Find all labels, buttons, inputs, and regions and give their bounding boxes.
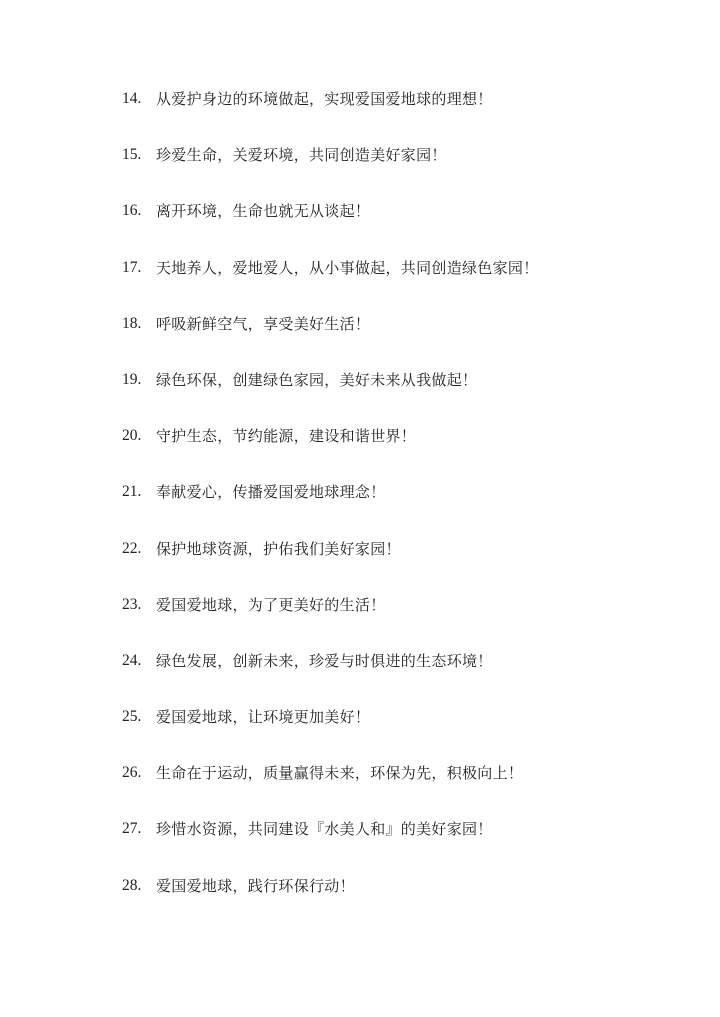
item-number: 17.: [122, 258, 142, 276]
list-item: [122, 423, 692, 479]
list-item: [122, 86, 692, 142]
item-number: 21.: [122, 483, 142, 501]
list-item: [122, 479, 692, 535]
item-number: 24.: [122, 651, 142, 669]
list-item: [122, 311, 692, 367]
item-text: 爱国爱地球，践行环保行动！: [156, 876, 355, 895]
item-number: 27.: [122, 820, 142, 838]
item-number: 28.: [122, 876, 142, 894]
item-text: 爱国爱地球，让环境更加美好！: [156, 708, 371, 727]
item-text: 保护地球资源，护佑我们美好家园！: [156, 539, 401, 558]
list-item: [122, 873, 692, 929]
item-number: 25.: [122, 708, 142, 726]
list-item: [122, 142, 692, 198]
item-text: 从爱护身边的环境做起，实现爱国爱地球的理想！: [156, 90, 493, 108]
item-text: 珍爱生命，关爱环境，共同创造美好家园！: [156, 146, 447, 165]
item-text: 呼吸新鲜空气，享受美好生活！: [156, 314, 371, 333]
list-item: [122, 592, 692, 648]
item-text: 离开环境，生命也就无从谈起！: [156, 202, 371, 221]
list-item: [122, 760, 692, 816]
list-item: [122, 816, 692, 872]
item-number: 26.: [122, 764, 142, 782]
item-text: 天地养人，爱地爱人，从小事做起，共同创造绿色家园！: [156, 258, 539, 277]
item-text: 守护生态，节约能源，建设和谐世界！: [156, 427, 417, 446]
list-item: [122, 536, 692, 592]
item-text: 珍惜水资源，共同建设『水美人和』的美好家园！: [156, 820, 493, 839]
item-number: 18.: [122, 314, 142, 332]
item-number: 23.: [122, 595, 142, 613]
item-text: 奉献爱心，传播爱国爱地球理念！: [156, 483, 386, 502]
item-number: 19.: [122, 370, 142, 388]
item-number: 16.: [122, 202, 142, 220]
slogan-list: [122, 86, 692, 929]
item-number: 20.: [122, 427, 142, 445]
item-text: 生命在于运动，质量赢得未来，环保为先，积极向上！: [156, 764, 524, 783]
item-number: 15.: [122, 146, 142, 164]
list-item: [122, 704, 692, 760]
list-item: [122, 648, 692, 704]
item-text: 绿色环保，创建绿色家园，美好未来从我做起！: [156, 370, 478, 389]
list-item: [122, 367, 692, 423]
list-item: [122, 198, 692, 254]
list-item: [122, 255, 692, 311]
item-text: 绿色发展，创新未来，珍爱与时俱进的生态环境！: [156, 651, 493, 670]
item-text: 爱国爱地球，为了更美好的生活！: [156, 595, 386, 614]
item-number: 14.: [122, 90, 142, 107]
item-number: 22.: [122, 539, 142, 557]
